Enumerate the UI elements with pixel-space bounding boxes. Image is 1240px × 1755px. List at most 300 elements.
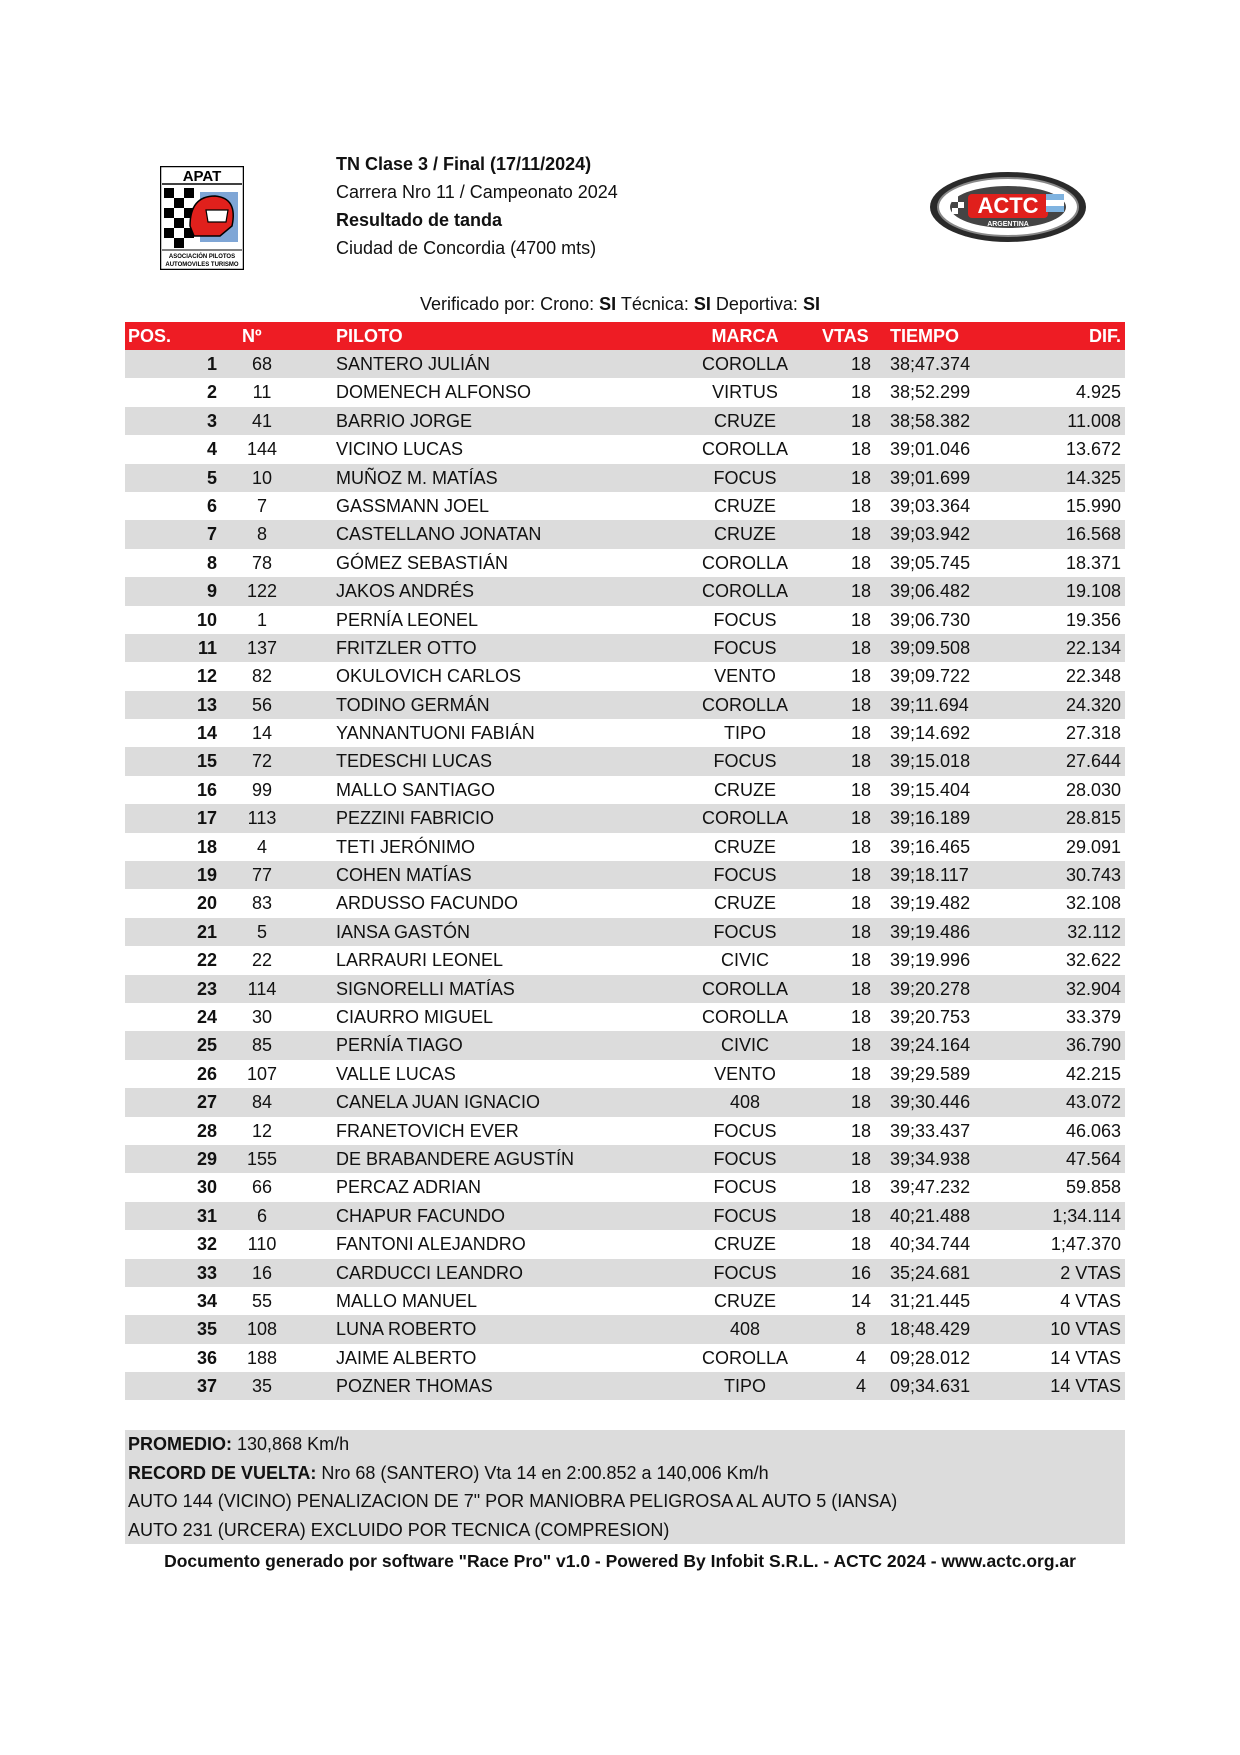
verif-deportiva-label: Deportiva: — [710, 294, 803, 314]
cell-marca: COROLLA — [701, 1347, 789, 1368]
cell-tiempo: 39;05.745 — [890, 552, 971, 573]
cell-marca: COROLLA — [701, 978, 789, 999]
apat-logo-text: APAT — [182, 168, 222, 185]
cell-num: 4 — [256, 836, 267, 857]
cell-marca: TIPO — [723, 1376, 766, 1397]
cell-vtas: 18 — [850, 836, 872, 857]
promedio-label: PROMEDIO: — [128, 1434, 233, 1454]
cell-tiempo: 39;06.482 — [890, 581, 971, 602]
document-subtitle: Resultado de tanda — [336, 210, 503, 230]
results-rows — [125, 350, 1125, 1400]
cell-pos: 16 — [196, 779, 217, 800]
cell-dif: 4.925 — [1075, 382, 1121, 403]
cell-pos: 29 — [196, 1148, 217, 1169]
cell-pos: 24 — [196, 1006, 217, 1027]
cell-tiempo: 38;52.299 — [890, 382, 971, 403]
cell-num: 56 — [251, 694, 273, 715]
cell-marca: FOCUS — [713, 637, 777, 658]
cell-vtas: 18 — [850, 1177, 872, 1198]
cell-pos: 31 — [196, 1205, 217, 1226]
cell-num: 68 — [251, 354, 273, 374]
cell-piloto: LARRAURI LEONEL — [336, 950, 504, 971]
cell-dif: 14.325 — [1065, 467, 1121, 488]
cell-vtas: 18 — [850, 1148, 872, 1169]
cell-tiempo: 39;18.117 — [890, 865, 969, 886]
cell-dif: 33.379 — [1065, 1006, 1121, 1027]
cell-dif: 13.672 — [1065, 439, 1121, 460]
cell-piloto: ARDUSSO FACUNDO — [336, 893, 519, 914]
cell-num: 22 — [251, 950, 273, 971]
table-row — [125, 918, 1125, 946]
cell-tiempo: 39;34.938 — [890, 1148, 971, 1169]
cell-vtas: 18 — [850, 1120, 872, 1141]
cell-vtas: 18 — [850, 921, 872, 942]
table-row — [125, 606, 1125, 634]
cell-piloto: LUNA ROBERTO — [336, 1319, 477, 1340]
cell-num: 41 — [251, 410, 273, 431]
table-row — [125, 435, 1125, 463]
cell-dif: 2 VTAS — [1060, 1262, 1121, 1283]
cell-marca: CIVIC — [720, 950, 769, 971]
cell-piloto: FRANETOVICH EVER — [336, 1120, 519, 1141]
cell-tiempo: 39;15.404 — [890, 779, 971, 800]
table-row — [125, 549, 1125, 577]
cell-num: 12 — [251, 1120, 273, 1141]
table-row — [125, 747, 1125, 775]
cell-num: 113 — [247, 808, 277, 829]
cell-pos: 18 — [196, 836, 217, 857]
cell-vtas: 18 — [850, 1063, 872, 1084]
cell-num: 10 — [251, 467, 273, 488]
cell-pos: 8 — [206, 552, 217, 573]
cell-vtas: 18 — [850, 552, 872, 573]
cell-dif: 28.815 — [1065, 808, 1121, 829]
table-row — [125, 1031, 1125, 1059]
cell-marca: VIRTUS — [712, 382, 778, 403]
cell-num: 30 — [251, 1006, 273, 1027]
actc-logo-text: ACTC — [977, 193, 1039, 218]
cell-num: 77 — [251, 865, 273, 886]
cell-marca: CRUZE — [714, 495, 776, 516]
cell-marca: COROLLA — [701, 694, 789, 715]
cell-num: 107 — [246, 1063, 278, 1084]
cell-num: 122 — [246, 581, 278, 602]
table-row — [125, 577, 1125, 605]
cell-num: 85 — [251, 1035, 273, 1056]
cell-pos: 9 — [206, 581, 217, 602]
cell-piloto: JAIME ALBERTO — [336, 1347, 477, 1368]
table-row — [125, 776, 1125, 804]
cell-piloto: PERNÍA TIAGO — [336, 1035, 463, 1056]
table-row — [125, 1344, 1125, 1372]
cell-pos: 37 — [196, 1376, 217, 1397]
promedio-line — [125, 1430, 1125, 1459]
table-row — [125, 889, 1125, 917]
cell-tiempo: 39;03.942 — [890, 524, 971, 545]
cell-piloto: BARRIO JORGE — [336, 410, 473, 431]
cell-num: 35 — [251, 1376, 273, 1397]
cell-pos: 21 — [196, 921, 217, 942]
cell-dif: 59.858 — [1065, 1177, 1121, 1198]
cell-num: 14 — [251, 723, 273, 744]
table-row — [125, 804, 1125, 832]
cell-marca: COROLLA — [701, 1006, 789, 1027]
cell-vtas: 14 — [850, 1290, 872, 1311]
cell-vtas: 18 — [850, 467, 872, 488]
cell-dif: 30.743 — [1065, 865, 1121, 886]
cell-num: 55 — [251, 1290, 273, 1311]
cell-tiempo: 39;03.364 — [890, 495, 971, 516]
cell-tiempo: 39;30.446 — [890, 1092, 971, 1113]
results-table — [125, 322, 1125, 1400]
table-row — [125, 1230, 1125, 1258]
cell-marca: CRUZE — [714, 836, 776, 857]
cell-dif: 1;47.370 — [1050, 1234, 1121, 1255]
col-header-tiempo: TIEMPO — [890, 326, 960, 346]
col-header-marca: MARCA — [711, 326, 779, 346]
cell-tiempo: 39;16.465 — [890, 836, 971, 857]
col-header-pos: POS. — [128, 326, 172, 346]
cell-vtas: 8 — [855, 1319, 866, 1340]
cell-dif: 19.356 — [1065, 609, 1121, 630]
cell-piloto: SANTERO JULIÁN — [336, 354, 491, 374]
apat-caption-2: AUTOMOVILES TURISMO — [165, 262, 239, 268]
table-header-row — [125, 322, 1125, 350]
verif-deportiva: SI — [802, 294, 820, 314]
penalty-note: AUTO 144 (VICINO) PENALIZACION DE 7" POR MANIOBRA PELIGROSA AL AUTO 5 (IANSA) — [128, 1491, 898, 1511]
cell-dif: 19.108 — [1065, 581, 1121, 602]
verification-line — [0, 294, 1240, 315]
document-header — [336, 150, 618, 262]
cell-pos: 34 — [196, 1290, 217, 1311]
cell-num: 137 — [246, 637, 278, 658]
cell-vtas: 18 — [850, 950, 872, 971]
cell-dif: 14 VTAS — [1050, 1347, 1121, 1368]
cell-vtas: 18 — [850, 1035, 872, 1056]
cell-piloto: PEZZINI FABRICIO — [336, 808, 495, 829]
cell-marca: COROLLA — [701, 354, 789, 374]
record-label: RECORD DE VUELTA: — [128, 1462, 317, 1483]
cell-vtas: 18 — [850, 865, 872, 886]
cell-pos: 4 — [206, 439, 217, 460]
col-header-vtas: VTAS — [822, 326, 869, 346]
cell-tiempo: 39;47.232 — [890, 1177, 971, 1198]
cell-piloto: GASSMANN JOEL — [336, 495, 490, 516]
cell-num: 72 — [251, 751, 273, 772]
cell-marca: COROLLA — [701, 808, 789, 829]
table-row — [125, 975, 1125, 1003]
cell-marca: COROLLA — [701, 439, 789, 460]
cell-pos: 10 — [196, 609, 217, 630]
cell-tiempo: 38;47.374 — [890, 354, 971, 374]
cell-marca: FOCUS — [713, 751, 777, 772]
cell-num: 110 — [247, 1234, 277, 1255]
cell-marca: FOCUS — [713, 1262, 777, 1283]
cell-vtas: 18 — [850, 978, 872, 999]
table-row — [125, 1088, 1125, 1116]
cell-pos: 6 — [206, 495, 217, 516]
cell-pos: 12 — [196, 666, 217, 687]
col-header-piloto: PILOTO — [336, 326, 403, 346]
actc-logo — [928, 170, 1088, 244]
cell-vtas: 18 — [850, 779, 872, 800]
cell-num: 16 — [251, 1262, 273, 1283]
cell-dif: 32.904 — [1065, 978, 1121, 999]
cell-vtas: 4 — [855, 1376, 866, 1397]
verif-tecnica: SI — [693, 294, 711, 314]
cell-dif: 10 VTAS — [1050, 1319, 1121, 1340]
table-row — [125, 861, 1125, 889]
cell-vtas: 18 — [850, 524, 872, 545]
cell-vtas: 18 — [850, 666, 872, 687]
cell-tiempo: 40;21.488 — [890, 1205, 971, 1226]
cell-marca: FOCUS — [713, 1148, 777, 1169]
cell-vtas: 18 — [850, 893, 872, 914]
cell-num: 82 — [251, 666, 273, 687]
cell-piloto: JAKOS ANDRÉS — [336, 581, 475, 602]
summary-box — [125, 1430, 1125, 1544]
cell-marca: VENTO — [714, 1063, 776, 1084]
cell-piloto: SIGNORELLI MATÍAS — [336, 978, 515, 999]
generated-by-line: Documento generado por software "Race Pro" v1.0 - Powered By Infobit S.R.L. - ACTC 2024 - www.actc.org.ar — [164, 1551, 1076, 1571]
cell-marca: CRUZE — [714, 410, 776, 431]
cell-tiempo: 18;48.429 — [890, 1319, 971, 1340]
cell-dif: 15.990 — [1065, 495, 1121, 516]
cell-marca: CRUZE — [714, 1234, 776, 1255]
cell-marca: CRUZE — [714, 779, 776, 800]
cell-pos: 17 — [196, 808, 217, 829]
cell-vtas: 18 — [850, 581, 872, 602]
cell-pos: 15 — [196, 751, 217, 772]
apat-logo — [160, 166, 244, 270]
record-value: Nro 68 (SANTERO) Vta 14 en 2:00.852 a 140,006 Km/h — [316, 1462, 769, 1483]
cell-tiempo: 39;29.589 — [890, 1063, 971, 1084]
verif-crono: SI — [599, 294, 617, 314]
cell-dif: 24.320 — [1065, 694, 1121, 715]
cell-vtas: 18 — [850, 694, 872, 715]
cell-dif: 18.371 — [1065, 552, 1121, 573]
cell-piloto: PERCAZ ADRIAN — [336, 1177, 482, 1198]
table-row — [125, 1173, 1125, 1201]
cell-vtas: 18 — [850, 723, 872, 744]
table-row — [125, 833, 1125, 861]
cell-tiempo: 38;58.382 — [890, 410, 971, 431]
cell-piloto: CHAPUR FACUNDO — [336, 1205, 506, 1226]
table-row — [125, 378, 1125, 406]
cell-pos: 3 — [206, 410, 217, 431]
cell-dif: 47.564 — [1065, 1148, 1121, 1169]
cell-num: 7 — [256, 495, 267, 516]
cell-tiempo: 40;34.744 — [890, 1234, 971, 1255]
verif-prefix: Verificado por: Crono: — [420, 294, 600, 314]
cell-piloto: GÓMEZ SEBASTIÁN — [336, 552, 509, 573]
cell-marca: TIPO — [723, 723, 766, 744]
cell-vtas: 18 — [850, 382, 872, 403]
cell-tiempo: 39;09.508 — [890, 637, 971, 658]
cell-pos: 36 — [196, 1347, 217, 1368]
cell-num: 144 — [246, 439, 278, 460]
cell-tiempo: 39;19.482 — [890, 893, 971, 914]
cell-pos: 25 — [196, 1035, 217, 1056]
cell-vtas: 18 — [850, 439, 872, 460]
table-row — [125, 1145, 1125, 1173]
cell-dif: 32.112 — [1067, 921, 1121, 942]
cell-piloto: CIAURRO MIGUEL — [336, 1006, 494, 1027]
cell-dif: 43.072 — [1065, 1092, 1121, 1113]
cell-tiempo: 35;24.681 — [890, 1262, 971, 1283]
cell-pos: 35 — [196, 1319, 217, 1340]
cell-dif: 1;34.114 — [1052, 1205, 1121, 1226]
cell-num: 99 — [251, 779, 273, 800]
cell-pos: 30 — [196, 1177, 217, 1198]
cell-marca: FOCUS — [713, 921, 777, 942]
cell-tiempo: 39;09.722 — [890, 666, 971, 687]
cell-dif: 32.108 — [1065, 893, 1121, 914]
cell-pos: 1 — [206, 354, 217, 374]
col-header-num: Nº — [242, 326, 262, 346]
cell-vtas: 18 — [850, 609, 872, 630]
cell-piloto: TEDESCHI LUCAS — [336, 751, 493, 772]
cell-pos: 20 — [196, 893, 217, 914]
cell-marca: FOCUS — [713, 865, 777, 886]
carrera-line: Carrera Nro 11 / Campeonato 2024 — [336, 182, 618, 202]
cell-piloto: CASTELLANO JONATAN — [336, 524, 542, 545]
table-row — [125, 1372, 1125, 1400]
cell-pos: 13 — [196, 694, 217, 715]
table-row — [125, 946, 1125, 974]
cell-vtas: 18 — [850, 354, 872, 374]
cell-piloto: FRITZLER OTTO — [336, 637, 477, 658]
cell-tiempo: 39;01.046 — [890, 439, 971, 460]
cell-pos: 2 — [206, 382, 217, 403]
cell-num: 188 — [246, 1347, 278, 1368]
cell-piloto: VALLE LUCAS — [336, 1063, 456, 1084]
table-row — [125, 1003, 1125, 1031]
table-row — [125, 719, 1125, 747]
cell-num: 66 — [251, 1177, 273, 1198]
cell-dif: 27.318 — [1065, 723, 1121, 744]
cell-dif: 27.644 — [1065, 751, 1121, 772]
table-row — [125, 662, 1125, 690]
table-row — [125, 1259, 1125, 1287]
argentina-flag-icon — [1046, 194, 1064, 212]
record-line — [125, 1459, 1125, 1488]
table-row — [125, 407, 1125, 435]
exclusion-note: AUTO 231 (URCERA) EXCLUIDO POR TECNICA (COMPRESION) — [128, 1519, 670, 1540]
cell-pos: 27 — [196, 1092, 217, 1113]
table-row — [125, 492, 1125, 520]
cell-dif: 16.568 — [1065, 524, 1121, 545]
cell-piloto: YANNANTUONI FABIÁN — [336, 723, 535, 744]
cell-tiempo: 39;19.486 — [890, 921, 971, 942]
cell-piloto: COHEN MATÍAS — [336, 865, 472, 886]
cell-marca: VENTO — [714, 666, 776, 687]
cell-dif: 14 VTAS — [1050, 1376, 1121, 1397]
cell-tiempo: 39;01.699 — [890, 467, 971, 488]
cell-marca: FOCUS — [713, 609, 777, 630]
table-row — [125, 1060, 1125, 1088]
cell-marca: CRUZE — [714, 524, 776, 545]
cell-marca: 408 — [729, 1319, 761, 1340]
cell-vtas: 18 — [850, 637, 872, 658]
cell-tiempo: 39;20.753 — [890, 1006, 971, 1027]
cell-tiempo: 09;34.631 — [890, 1376, 971, 1397]
cell-pos: 33 — [196, 1262, 217, 1283]
cell-marca: FOCUS — [713, 1205, 777, 1226]
cell-tiempo: 09;28.012 — [890, 1347, 971, 1368]
cell-vtas: 4 — [855, 1347, 866, 1368]
cell-vtas: 18 — [850, 1234, 872, 1255]
cell-marca: FOCUS — [713, 467, 777, 488]
cell-marca: CRUZE — [714, 1290, 776, 1311]
cell-pos: 22 — [196, 950, 217, 971]
cell-piloto: POZNER THOMAS — [336, 1376, 493, 1397]
cell-tiempo: 31;21.445 — [890, 1290, 971, 1311]
cell-pos: 14 — [196, 723, 217, 744]
cell-dif: 32.622 — [1065, 950, 1121, 971]
cell-marca: 408 — [729, 1092, 761, 1113]
cell-piloto: TETI JERÓNIMO — [336, 836, 475, 857]
cell-num: 108 — [246, 1319, 278, 1340]
cell-num: 114 — [247, 978, 277, 999]
table-row — [125, 1202, 1125, 1230]
cell-pos: 7 — [206, 524, 217, 545]
cell-vtas: 18 — [850, 808, 872, 829]
cell-piloto: MALLO MANUEL — [336, 1290, 478, 1311]
cell-dif: 4 VTAS — [1060, 1290, 1121, 1311]
promedio-value: 130,868 Km/h — [232, 1434, 350, 1454]
cell-dif: 42.215 — [1065, 1063, 1121, 1084]
cell-tiempo: 39;11.694 — [890, 694, 969, 715]
cell-tiempo: 39;15.018 — [890, 751, 971, 772]
cell-piloto: IANSA GASTÓN — [336, 921, 471, 942]
cell-piloto: DE BRABANDERE AGUSTÍN — [336, 1148, 575, 1169]
cell-tiempo: 39;14.692 — [890, 723, 971, 744]
cell-marca: FOCUS — [713, 1120, 777, 1141]
cell-piloto: DOMENECH ALFONSO — [336, 382, 532, 403]
cell-tiempo: 39;06.730 — [890, 609, 971, 630]
cell-tiempo: 39;33.437 — [890, 1120, 971, 1141]
cell-vtas: 18 — [850, 410, 872, 431]
cell-num: 8 — [256, 524, 267, 545]
cell-marca: FOCUS — [713, 1177, 777, 1198]
cell-pos: 26 — [196, 1063, 217, 1084]
cell-num: 6 — [256, 1205, 267, 1226]
cell-num: 155 — [246, 1148, 278, 1169]
circuit-line: Ciudad de Concordia (4700 mts) — [336, 238, 597, 258]
cell-vtas: 18 — [850, 1092, 872, 1113]
cell-num: 83 — [251, 893, 273, 914]
cell-vtas: 16 — [850, 1262, 872, 1283]
cell-dif: 36.790 — [1065, 1035, 1121, 1056]
actc-logo-sub: ARGENTINA — [987, 221, 1029, 228]
cell-piloto: FANTONI ALEJANDRO — [336, 1234, 526, 1255]
cell-num: 84 — [251, 1092, 273, 1113]
cell-num: 11 — [252, 382, 272, 403]
cell-num: 1 — [256, 609, 267, 630]
cell-piloto: VICINO LUCAS — [336, 439, 464, 460]
cell-vtas: 18 — [850, 495, 872, 516]
cell-tiempo: 39;20.278 — [890, 978, 971, 999]
verif-tecnica-label: Técnica: — [616, 294, 694, 314]
table-row — [125, 1117, 1125, 1145]
cell-pos: 11 — [197, 637, 217, 658]
cell-dif: 46.063 — [1065, 1120, 1121, 1141]
cell-dif: 22.134 — [1065, 637, 1121, 658]
cell-piloto: TODINO GERMÁN — [336, 694, 490, 715]
col-header-dif: DIF. — [1088, 326, 1121, 346]
cell-marca: CRUZE — [714, 893, 776, 914]
